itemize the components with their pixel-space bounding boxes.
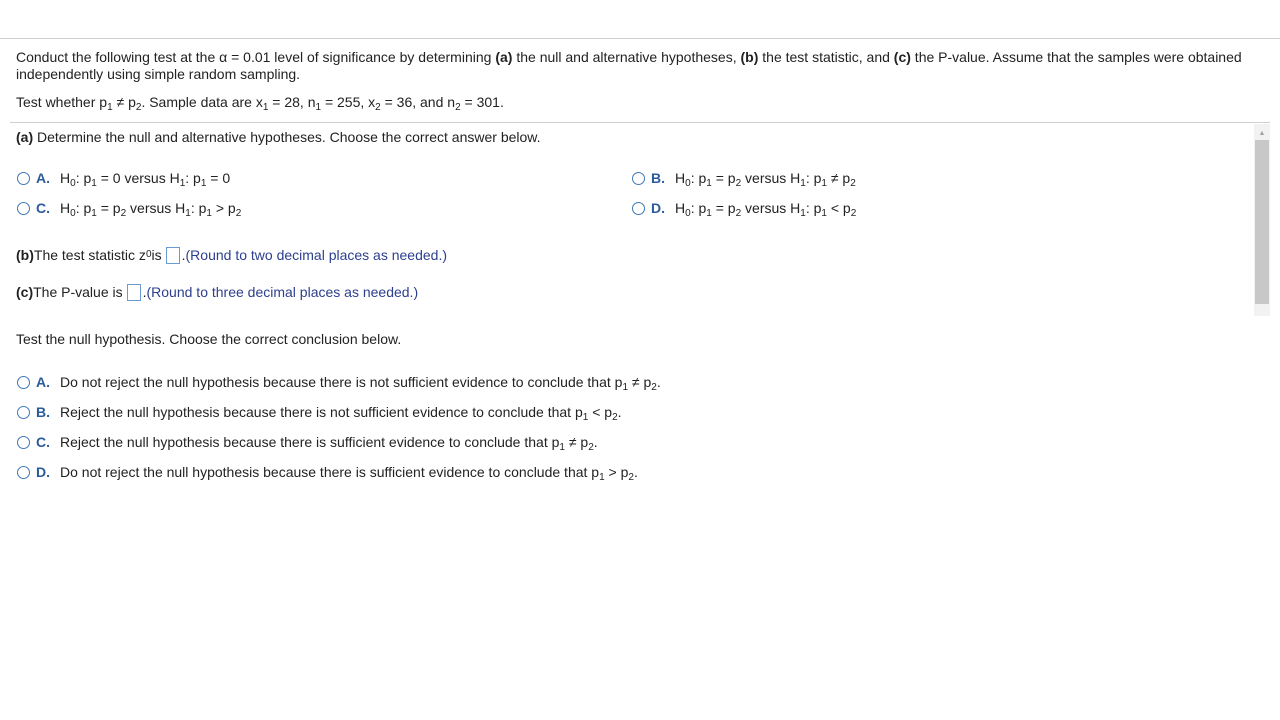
concl-d-seg: . [633,464,638,480]
part-a-question [16,129,541,145]
opt-a-sub: 1 [91,178,97,189]
opt-c-seg: > p [211,200,236,216]
opt-b-sub: 2 [735,178,742,189]
option-text [675,200,857,219]
option-letter: A. [36,374,50,390]
option-text [60,464,638,483]
part-b-line: (b) The test statistic z 0 is . (Round to two decimal places as needed.) [16,247,447,263]
opt-b-sub: 1 [800,178,806,189]
prompt-text: = 301. [460,94,504,110]
opt-d-sub: 1 [800,208,806,219]
concl-d-seg: Do not reject the null hypothesis because there is sufficient evidence to conclude that p [60,464,600,480]
opt-b-sub: 1 [706,178,712,189]
concl-a-seg: ≠ p [628,374,652,390]
concl-d-sub: 1 [599,472,605,483]
opt-c-sub: 1 [185,208,191,219]
concl-a-seg: . [656,374,661,390]
prompt-sub: 1 [315,102,322,113]
section-divider [10,122,1270,123]
option-text [60,200,242,219]
opt-a-seg: : p [185,170,201,186]
opt-d-seg: : p [690,200,707,216]
part-a-label: (a) [16,129,34,145]
hypothesis-option-c[interactable] [17,198,241,218]
intro-part-c: (c) [893,49,911,65]
conclusion-question [16,331,401,347]
conclusion-option-b[interactable] [17,402,622,422]
opt-c-sub: 2 [235,208,242,219]
rounding-hint: (Round to two decimal places as needed.) [185,247,447,263]
opt-a-sub: 0 [70,178,76,189]
hypothesis-option-d[interactable] [632,198,856,218]
prompt-sub: 2 [135,102,142,113]
prompt-text: . Sample data are x [141,94,263,110]
option-letter: A. [36,170,50,186]
opt-b-seg: : p [690,170,707,186]
problem-intro [16,49,1256,83]
prompt-sub: 1 [107,102,113,113]
opt-a-seg: : p [75,170,92,186]
alpha-symbol: α [219,49,228,65]
concl-d-sub: 2 [628,472,634,483]
intro-text-b: the test statistic, and [758,49,894,65]
opt-d-seg: = p [711,200,736,216]
scrollbar-thumb[interactable] [1255,140,1269,304]
opt-a-seg: = 0 [206,170,231,186]
intro-text-c: the P-value. Assume that the samples were obtained independently using simple random sampling. [16,49,1242,82]
opt-b-sub: 0 [685,178,691,189]
part-b-period: . [181,247,186,263]
opt-b-seg: ≠ p [826,170,851,186]
concl-c-sub: 1 [559,442,565,453]
option-letter: D. [651,200,665,216]
option-letter: D. [36,464,50,480]
option-text [60,170,231,189]
concl-c-seg: Reject the null hypothesis because there is sufficient evidence to conclude that p [60,434,560,450]
opt-d-sub: 2 [735,208,742,219]
rounding-hint: (Round to three decimal places as needed.) [146,284,419,300]
conclusion-question-text: Test the null hypothesis. Choose the correct conclusion below. [16,331,402,347]
test-prompt [16,94,504,113]
radio-button[interactable] [17,202,30,215]
option-text [60,434,598,453]
opt-c-sub: 0 [70,208,76,219]
opt-c-seg: versus H [126,200,186,216]
concl-b-sub: 1 [582,412,589,423]
test-statistic-input[interactable] [166,247,180,264]
opt-d-seg: H [675,200,686,216]
radio-button[interactable] [17,376,30,389]
opt-b-seg: H [675,170,686,186]
hypothesis-option-a[interactable] [17,168,230,188]
opt-c-seg: = p [96,200,121,216]
opt-c-sub: 1 [206,208,212,219]
option-text [60,374,661,393]
conclusion-option-c[interactable] [17,432,598,452]
opt-c-seg: H [60,200,71,216]
opt-a-sub: 1 [179,178,186,189]
concl-c-seg: ≠ p [564,434,589,450]
opt-a-seg: = 0 versus H [96,170,180,186]
radio-button[interactable] [632,202,645,215]
part-c-text: The P-value is [33,284,123,300]
concl-a-sub: 2 [651,382,657,393]
scrollbar[interactable] [1254,124,1270,316]
part-a-text: Determine the null and alternative hypotheses. Choose the correct answer below. [33,129,541,145]
opt-c-seg: : p [190,200,207,216]
option-text [60,404,622,423]
part-c-period: . [142,284,147,300]
conclusion-option-a[interactable] [17,372,661,392]
concl-b-sub: 2 [612,412,618,423]
option-text [675,170,856,189]
radio-button[interactable] [17,172,30,185]
concl-a-seg: Do not reject the null hypothesis because there is not sufficient evidence to conclude that p [60,374,623,390]
alpha-value: = 0.01 level of significance by determining [227,49,496,65]
concl-a-sub: 1 [622,382,628,393]
intro-part-b: (b) [740,49,759,65]
concl-c-seg: . [593,434,598,450]
intro-text: Conduct the following test at the [16,49,220,65]
radio-button[interactable] [632,172,645,185]
opt-b-sub: 2 [850,178,856,189]
opt-d-sub: 1 [706,208,712,219]
opt-b-seg: : p [805,170,822,186]
opt-d-sub: 2 [850,208,857,219]
opt-c-seg: : p [75,200,92,216]
option-letter: B. [36,404,50,420]
p-value-input[interactable] [127,284,141,301]
part-c-label: (c) [16,284,34,300]
radio-button[interactable] [17,436,30,449]
part-c-line [16,282,418,302]
part-b-text: The test statistic z [33,247,146,263]
opt-d-sub: 0 [685,208,691,219]
prompt-text: ≠ p [112,94,136,110]
scroll-up-arrow-icon[interactable]: ▲ [1258,129,1266,137]
opt-a-seg: H [60,170,71,186]
opt-c-sub: 1 [91,208,97,219]
opt-c-sub: 2 [120,208,127,219]
opt-a-sub: 1 [200,178,207,189]
opt-d-seg: < p [826,200,851,216]
opt-d-sub: 1 [821,208,827,219]
prompt-sub: 2 [375,102,381,113]
prompt-text: = 36, and n [380,94,456,110]
top-divider [0,38,1280,39]
hypothesis-option-b[interactable] [632,168,856,188]
radio-button[interactable] [17,466,30,479]
intro-part-a: (a) [495,49,513,65]
radio-button[interactable] [17,406,30,419]
concl-b-seg: . [617,404,622,420]
option-letter: B. [651,170,665,186]
concl-b-seg: < p [588,404,613,420]
opt-b-seg: = p [711,170,736,186]
option-letter: C. [36,200,50,216]
opt-b-sub: 1 [821,178,827,189]
opt-b-seg: versus H [741,170,801,186]
concl-c-sub: 2 [588,442,594,453]
conclusion-option-d[interactable] [17,462,638,482]
part-b-label: (b) [16,247,34,263]
concl-d-seg: > p [604,464,629,480]
opt-d-seg: versus H [741,200,801,216]
prompt-sub: 1 [262,102,269,113]
prompt-text: = 255, x [321,94,376,110]
opt-d-seg: : p [805,200,822,216]
prompt-text: Test whether p [16,94,108,110]
option-letter: C. [36,434,50,450]
part-b-text: is [151,247,162,263]
intro-text-a: the null and alternative hypotheses, [512,49,741,65]
prompt-sub: 2 [455,102,461,113]
concl-b-seg: Reject the null hypothesis because there is not sufficient evidence to conclude that p [60,404,583,420]
prompt-text: = 28, n [268,94,316,110]
